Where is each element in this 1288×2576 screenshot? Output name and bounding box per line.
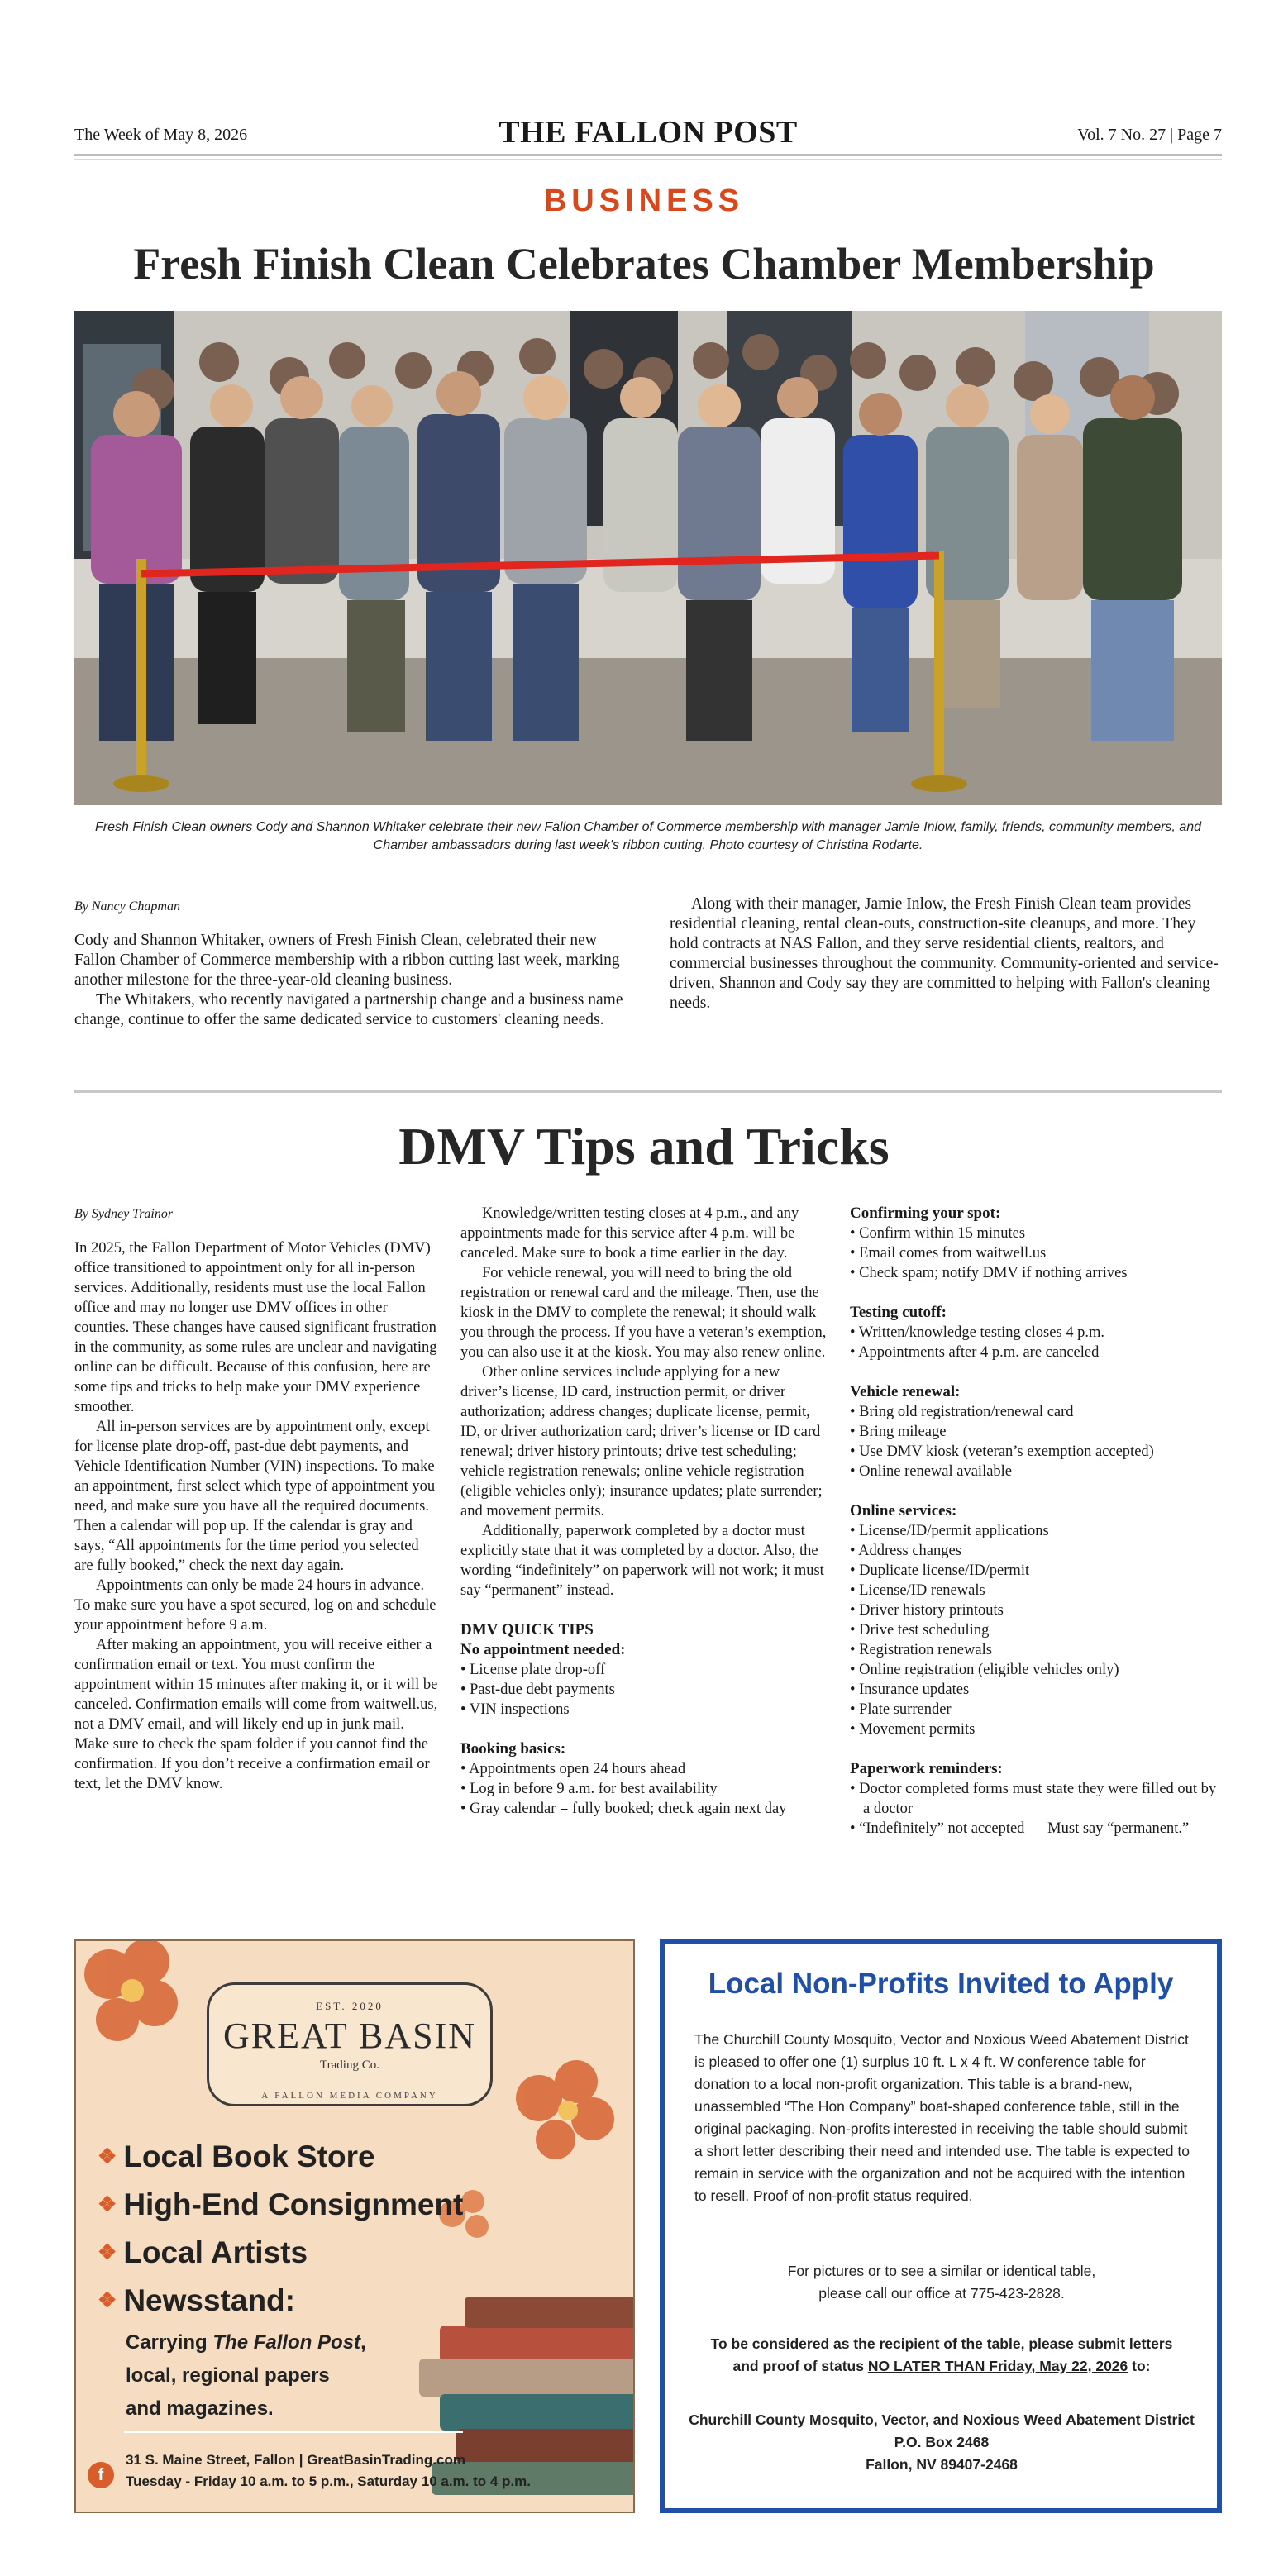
article2-paragraph: Additionally, paperwork completed by a doctor must explicitly state that it was completed by a doctor. Also, the wording “indefinitely” on paperwork will not work; it must say “permanent” instead. bbox=[460, 1523, 824, 1599]
list-item: • Driver history printouts bbox=[850, 1600, 1222, 1620]
logo-name: GREAT BASIN bbox=[222, 2015, 476, 2056]
list-item: • Use DMV kiosk (veteran’s exemption accepted) bbox=[850, 1442, 1222, 1462]
renewal-heading: Vehicle renewal: bbox=[850, 1383, 961, 1400]
article2-column-2 bbox=[460, 1204, 829, 1819]
list-item: • Doctor completed forms must state they were filled out by a doctor bbox=[850, 1779, 1222, 1819]
ad-feature-item: ❖ High-End Consignment bbox=[98, 2187, 464, 2221]
ad-feature-item: ❖ Newsstand: bbox=[98, 2283, 295, 2317]
ad-feature-item: ❖ Local Artists bbox=[98, 2235, 308, 2269]
masthead-rule-secondary bbox=[74, 159, 1222, 160]
diamond-icon: ❖ bbox=[98, 2192, 117, 2216]
no-appointment-list bbox=[460, 1660, 829, 1720]
list-item: • “Indefinitely” not accepted — Must say “permanent.” bbox=[850, 1819, 1222, 1839]
ad-feature-item: ❖ Local Book Store bbox=[98, 2140, 375, 2173]
article2-column-1 bbox=[74, 1207, 440, 1794]
article2-paragraph: After making an appointment, you will receive either a confirmation email or text. You must confirm the appointment within 15 minutes after making it, or it will be canceled. Confirmation emails will come from waitwell.us, not a DMV email, and will likely end up in junk mail. Make sure to check the spam folder if you cannot find the confirmation. If you don’t receive a confirmation email or text, let the DMV know. bbox=[74, 1637, 438, 1792]
nonprofit-notice bbox=[660, 1939, 1222, 2513]
notice-mailing-address: Churchill County Mosquito, Vector, and Noxious Weed Abatement District P.O. Box 2468 Fallon, NV 89407-2468 bbox=[689, 2411, 1195, 2473]
article2-paragraph: Appointments can only be made 24 hours in advance. To make sure you have a spot secured, log on and schedule your appointment before 9 a.m. bbox=[74, 1577, 436, 1634]
list-item: • License/ID/permit applications bbox=[850, 1521, 1222, 1541]
diamond-icon: ❖ bbox=[98, 2287, 117, 2312]
article1-paragraph: The Whitakers, who recently navigated a partnership change and a business name change, continue to offer the same dedicated service to customers' cleaning needs. bbox=[74, 991, 623, 1028]
article2-paragraph: In 2025, the Fallon Department of Motor Vehicles (DMV) office transitioned to appointment only for all in-person services. Additionally, residents must use the local Fallon office and may no longer use DMV offices in other counties. These changes have caused significant frustration in the community, as some rules are unclear and navigating online can be difficult. Because of this confusion, here are some tips and tricks to help make your DMV experience smoother. bbox=[74, 1240, 437, 1415]
online-services-list bbox=[850, 1521, 1222, 1739]
article2-paragraph: Knowledge/written testing closes at 4 p.m., and any appointments made for this service after 4 p.m. will be canceled. Make sure to book a time earlier in the day. bbox=[460, 1205, 799, 1262]
testing-heading: Testing cutoff: bbox=[850, 1304, 947, 1321]
paperwork-heading: Paperwork reminders: bbox=[850, 1760, 1003, 1777]
notice-body: The Churchill County Mosquito, Vector and Noxious Weed Abatement District is pleased to offer one (1) surplus 10 ft. L x 4 ft. W conference table for donation to a local non-profit organization. This table is a brand-new, unassembled “The Hon Company” boat-shaped conference table, still in the original packaging. Non-profits interested in receiving the table should submit a short letter describing their need and intended use. The table is expected to remain in service with the organization and not be acquired with the intention to resell. Proof of non-profit status required. bbox=[694, 2031, 1190, 2204]
no-appointment-heading: No appointment needed: bbox=[460, 1641, 626, 1658]
facebook-icon[interactable]: f bbox=[88, 2462, 114, 2488]
testing-list bbox=[850, 1323, 1222, 1362]
article1-paragraph: Cody and Shannon Whitaker, owners of Fresh Finish Clean, celebrated their new Fallon Chamber of Commerce membership with a ribbon cutting last week, marking another milestone for the three-year-old cleaning business. bbox=[74, 932, 620, 989]
list-item: • License plate drop-off bbox=[460, 1660, 829, 1680]
list-item: • Email comes from waitwell.us bbox=[850, 1243, 1222, 1263]
booking-list bbox=[460, 1759, 829, 1819]
list-item: • Appointments open 24 hours ahead bbox=[460, 1759, 829, 1779]
list-item: • Appointments after 4 p.m. are canceled bbox=[850, 1343, 1222, 1362]
diamond-icon: ❖ bbox=[98, 2144, 117, 2168]
carrying-text: Carrying The Fallon Post, local, regional papers and magazines. bbox=[126, 2331, 366, 2420]
article1-paragraph: Along with their manager, Jamie Inlow, the Fresh Finish Clean team provides residential cleaning, rental clean-outs, construction-site cleanups, and more. They hold contracts at NAS Fallon, and they serve residential clients, realtors, and commercial businesses throughout the community. Community-oriented and service-driven, Shannon and Cody say they are committed to helping with Fallon's cleaning needs. bbox=[670, 895, 1219, 1012]
store-address: 31 S. Maine Street, Fallon | GreatBasinTrading.com bbox=[126, 2452, 465, 2468]
list-item: • VIN inspections bbox=[460, 1700, 829, 1720]
section-label: BUSINESS bbox=[543, 184, 745, 218]
logo-sub: Trading Co. bbox=[320, 2058, 379, 2072]
list-item: • Online renewal available bbox=[850, 1462, 1222, 1481]
online-heading: Online services: bbox=[850, 1502, 957, 1519]
list-item: • Movement permits bbox=[850, 1720, 1222, 1739]
list-item: • Past-due debt payments bbox=[460, 1680, 829, 1700]
renewal-list bbox=[850, 1402, 1222, 1481]
article2-headline: DMV Tips and Tricks bbox=[398, 1117, 890, 1176]
ribbon-cutting-photo bbox=[74, 311, 1222, 805]
paper-title: THE FALLON POST bbox=[499, 115, 798, 150]
ribbon-cutting-photo-illustration bbox=[74, 311, 1222, 805]
logo-tagline: A FALLON MEDIA COMPANY bbox=[261, 2091, 438, 2101]
great-basin-logo bbox=[207, 1982, 493, 2106]
list-item: • Gray calendar = fully booked; check again next day bbox=[460, 1799, 829, 1819]
masthead bbox=[74, 114, 1222, 155]
section-divider bbox=[74, 1090, 1222, 1093]
notice-deadline: To be considered as the recipient of the table, please submit letters and proof of status NO LATER THAN Friday, May 22, 2026 to: bbox=[710, 2335, 1173, 2374]
list-item: • Check spam; notify DMV if nothing arrives bbox=[850, 1263, 1222, 1283]
issue-info: Vol. 7 No. 27 | Page 7 bbox=[1077, 126, 1222, 144]
logo-est: EST. 2020 bbox=[316, 2000, 384, 2012]
notice-contact: For pictures or to see a similar or identical table, please call our office at 775-423-2828. bbox=[787, 2263, 1096, 2302]
list-item: • Plate surrender bbox=[850, 1700, 1222, 1720]
list-item: • Bring old registration/renewal card bbox=[850, 1402, 1222, 1422]
masthead-rule bbox=[74, 154, 1222, 156]
quick-tips-title: DMV QUICK TIPS bbox=[460, 1621, 594, 1639]
article2-column-3 bbox=[850, 1204, 1222, 1839]
notice-title: Local Non-Profits Invited to Apply bbox=[708, 1968, 1174, 2000]
list-item: • Duplicate license/ID/permit bbox=[850, 1561, 1222, 1581]
great-basin-ad bbox=[74, 1939, 635, 2513]
list-item: • Registration renewals bbox=[850, 1640, 1222, 1660]
list-item: • Log in before 9 a.m. for best availability bbox=[460, 1779, 829, 1799]
list-item: • License/ID renewals bbox=[850, 1581, 1222, 1600]
ad-footer-rule bbox=[124, 2431, 463, 2433]
photo-caption: Fresh Finish Clean owners Cody and Shannon Whitaker celebrate their new Fallon Chamber of Commerce membership with manager Jamie Inlow, family, friends, community members, and Chamber ambassadors during last week's ribbon cutting. Photo courtesy of Christina Rodarte. bbox=[94, 820, 1202, 852]
list-item: • Insurance updates bbox=[850, 1680, 1222, 1700]
list-item: • Written/knowledge testing closes 4 p.m. bbox=[850, 1323, 1222, 1343]
article1-column-2 bbox=[670, 894, 1222, 1014]
list-item: • Online registration (eligible vehicles only) bbox=[850, 1660, 1222, 1680]
issue-date: The Week of May 8, 2026 bbox=[74, 126, 248, 144]
confirm-list bbox=[850, 1224, 1222, 1283]
confirm-heading: Confirming your spot: bbox=[850, 1205, 1001, 1222]
article2-paragraph: Other online services include applying for a new driver’s license, ID card, instruction permit, or driver authorization; address changes; duplicate license, permit, ID, or driver authorization card; driver’s license or ID card renewal; driver history printouts; drive test scheduling; vehicle registration renewals; online vehicle registration (eligible vehicles only); insurance updates; plate surrender; and movement permits. bbox=[460, 1364, 823, 1519]
list-item: • Confirm within 15 minutes bbox=[850, 1224, 1222, 1243]
article1-column-1 bbox=[74, 899, 628, 1030]
article1-headline: Fresh Finish Clean Celebrates Chamber Membership bbox=[133, 239, 1155, 289]
diamond-icon: ❖ bbox=[98, 2240, 117, 2264]
booking-heading: Booking basics: bbox=[460, 1740, 566, 1758]
paperwork-list bbox=[850, 1779, 1222, 1839]
article2-paragraph: All in-person services are by appointment only, except for license plate drop-off, past-due debt payments, and Vehicle Identification Number (VIN) inspections. To make an appointment, first select which type of appointment you need, and make sure you have all the required documents. Then a calendar will pop up. If the calendar is gray and says, “All appointments for the time period you selected are fully booked,” check the next day again. bbox=[74, 1419, 436, 1574]
article2-byline: By Sydney Trainor bbox=[74, 1207, 174, 1221]
list-item: • Address changes bbox=[850, 1541, 1222, 1561]
article1-byline: By Nancy Chapman bbox=[74, 899, 180, 914]
store-hours: Tuesday - Friday 10 a.m. to 5 p.m., Saturday 10 a.m. to 4 p.m. bbox=[126, 2473, 532, 2489]
list-item: • Drive test scheduling bbox=[850, 1620, 1222, 1640]
article2-paragraph: For vehicle renewal, you will need to bring the old registration or renewal card and the mileage. Then, use the kiosk in the DMV to complete the renewal; it should walk you through the process. If you have a veteran’s exemption, you can also use it at the kiosk. You may also renew online. bbox=[460, 1265, 827, 1361]
list-item: • Bring mileage bbox=[850, 1422, 1222, 1442]
